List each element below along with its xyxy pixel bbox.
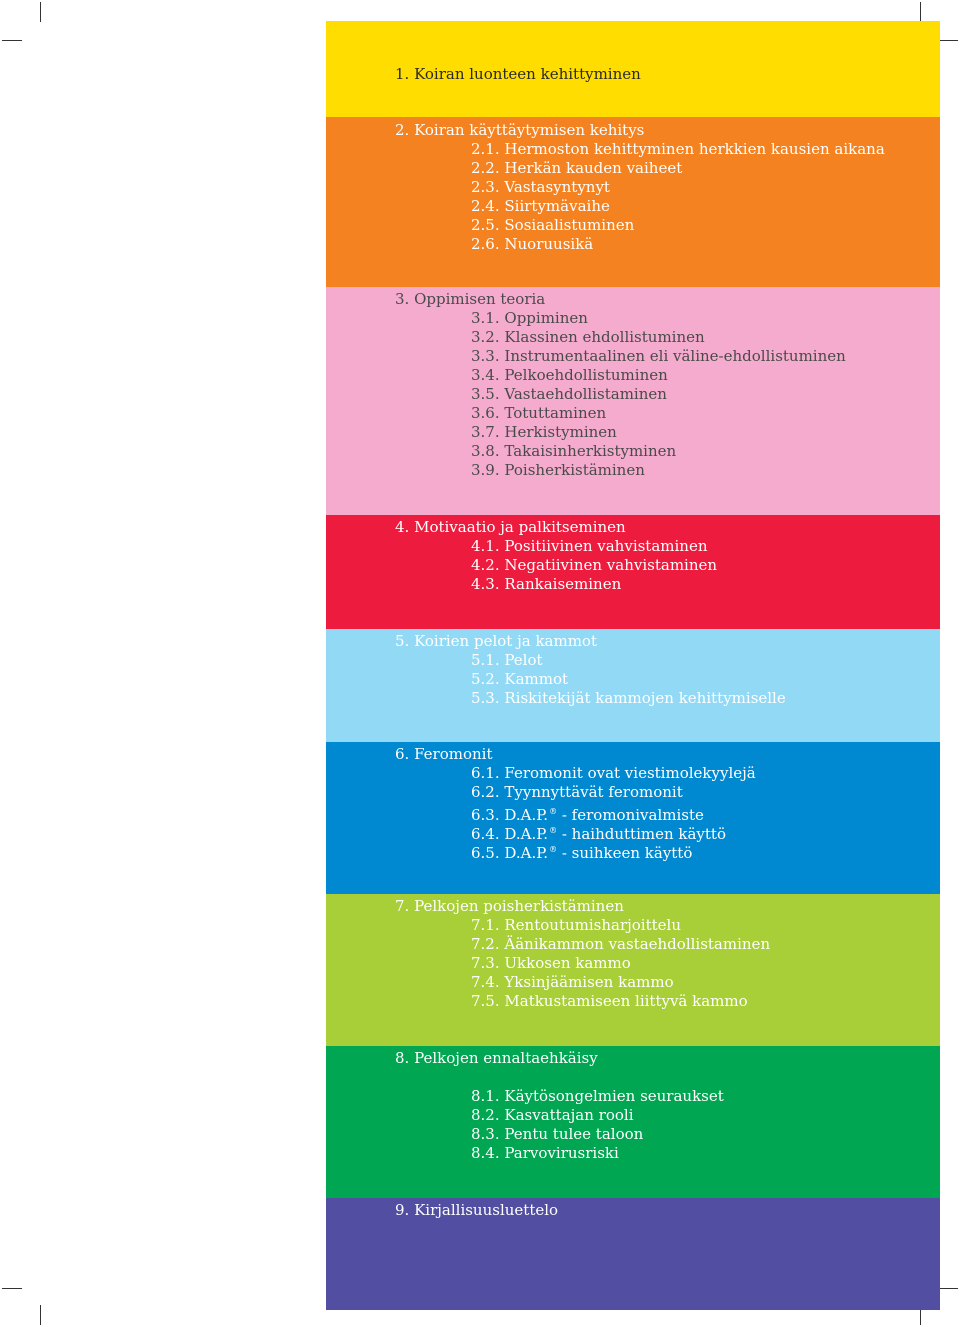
toc-subsection-item[interactable]: 3.8. Takaisinherkistyminen [471, 442, 677, 460]
toc-subsection-item[interactable]: 3.2. Klassinen ehdollistuminen [471, 328, 705, 346]
toc-section-3 [326, 287, 940, 515]
toc-subsection-item[interactable]: 2.4. Siirtymävaihe [471, 197, 610, 215]
toc-section-8 [326, 1046, 940, 1198]
toc-subsection-item[interactable]: 8.4. Parvovirusriski [471, 1144, 619, 1162]
registered-mark: ® [549, 826, 558, 835]
registered-mark: ® [549, 807, 558, 816]
table-of-contents [326, 21, 940, 1310]
toc-subsection-item[interactable]: 6.5. D.A.P.® - suihkeen käyttö [471, 844, 693, 862]
toc-subsection-item[interactable]: 3.5. Vastaehdollistaminen [471, 385, 667, 403]
toc-subsection-item[interactable]: 5.1. Pelot [471, 651, 543, 669]
toc-subsection-item[interactable]: 3.9. Poisherkistäminen [471, 461, 645, 479]
toc-subsection-item[interactable]: 2.3. Vastasyntynyt [471, 178, 610, 196]
toc-subsection-item[interactable]: 2.1. Hermoston kehittyminen herkkien kausien aikana [471, 140, 885, 158]
toc-subsection-item[interactable]: 3.4. Pelkoehdollistuminen [471, 366, 668, 384]
toc-subsection-item[interactable]: 7.1. Rentoutumisharjoittelu [471, 916, 681, 934]
crop-mark-top-left [2, 40, 22, 41]
toc-section-7 [326, 894, 940, 1046]
toc-subsection-item[interactable]: 3.3. Instrumentaalinen eli väline-ehdollistuminen [471, 347, 846, 365]
toc-subsection-item[interactable]: 8.1. Käytösongelmien seuraukset [471, 1087, 724, 1105]
toc-subsection-item[interactable]: 3.6. Totuttaminen [471, 404, 607, 422]
toc-subsection-item[interactable]: 2.6. Nuoruusikä [471, 235, 594, 253]
toc-section-title[interactable]: 8. Pelkojen ennaltaehkäisy [395, 1049, 598, 1067]
toc-subsection-item[interactable]: 4.3. Rankaiseminen [471, 575, 622, 593]
toc-section-title[interactable]: 7. Pelkojen poisherkistäminen [395, 897, 624, 915]
toc-subsection-item[interactable]: 7.3. Ukkosen kammo [471, 954, 631, 972]
toc-section-6 [326, 742, 940, 894]
toc-subsection-item[interactable]: 6.2. Tyynnyttävät feromonit [471, 783, 683, 801]
toc-section-title[interactable]: 6. Feromonit [395, 745, 493, 763]
crop-mark-bottom-left [40, 1305, 41, 1325]
toc-subsection-item[interactable]: 7.5. Matkustamiseen liittyvä kammo [471, 992, 748, 1010]
crop-mark-top-right [920, 2, 921, 22]
crop-mark-bottom-right [938, 1288, 958, 1289]
toc-subsection-item[interactable]: 4.1. Positiivinen vahvistaminen [471, 537, 708, 555]
registered-mark: ® [549, 845, 558, 854]
toc-section-4 [326, 515, 940, 629]
toc-subsection-item[interactable]: 7.2. Äänikammon vastaehdollistaminen [471, 935, 771, 953]
toc-subsection-item[interactable]: 2.5. Sosiaalistuminen [471, 216, 635, 234]
crop-mark-bottom-left [2, 1288, 22, 1289]
toc-section-2 [326, 117, 940, 287]
toc-subsection-item[interactable]: 8.2. Kasvattajan rooli [471, 1106, 634, 1124]
toc-section-title[interactable]: 2. Koiran käyttäytymisen kehitys [395, 121, 645, 139]
toc-section-title[interactable]: 1. Koiran luonteen kehittyminen [395, 65, 641, 83]
toc-subsection-item[interactable]: 3.7. Herkistyminen [471, 423, 617, 441]
toc-section-5 [326, 629, 940, 742]
toc-subsection-item[interactable]: 7.4. Yksinjäämisen kammo [471, 973, 674, 991]
toc-subsection-item[interactable]: 5.3. Riskitekijät kammojen kehittymiselle [471, 689, 786, 707]
toc-section-title[interactable]: 9. Kirjallisuusluettelo [395, 1201, 559, 1219]
toc-subsection-item[interactable]: 2.2. Herkän kauden vaiheet [471, 159, 683, 177]
toc-subsection-item[interactable]: 4.2. Negatiivinen vahvistaminen [471, 556, 718, 574]
toc-subsection-item[interactable]: 3.1. Oppiminen [471, 309, 588, 327]
toc-subsection-item[interactable]: 6.1. Feromonit ovat viestimolekyylejä [471, 764, 756, 782]
toc-section-9 [326, 1198, 940, 1310]
toc-subsection-item[interactable]: 6.4. D.A.P.® - haihduttimen käyttö [471, 825, 726, 843]
toc-subsection-item[interactable]: 6.3. D.A.P.® - feromonivalmiste [471, 806, 704, 824]
toc-section-1 [326, 21, 940, 117]
toc-section-title[interactable]: 3. Oppimisen teoria [395, 290, 546, 308]
toc-subsection-item[interactable]: 8.3. Pentu tulee taloon [471, 1125, 644, 1143]
toc-subsection-item[interactable]: 5.2. Kammot [471, 670, 569, 688]
crop-mark-top-left [40, 2, 41, 22]
crop-mark-top-right [938, 40, 958, 41]
toc-section-title[interactable]: 4. Motivaatio ja palkitseminen [395, 518, 626, 536]
toc-section-title[interactable]: 5. Koirien pelot ja kammot [395, 632, 597, 650]
